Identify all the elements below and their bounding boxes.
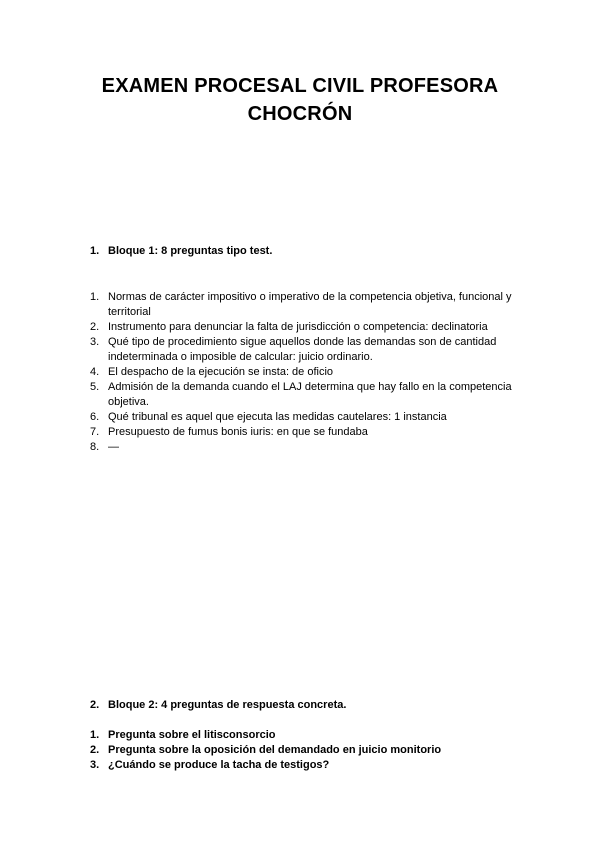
question-text: Instrumento para denunciar la falta de jurisdicción o competencia: declinatoria <box>108 321 488 333</box>
block2-heading <box>90 699 346 711</box>
block2-question-list <box>90 728 530 773</box>
question-text: — <box>108 441 119 453</box>
block2-number: 2. <box>90 699 100 711</box>
question-text: El despacho de la ejecución se insta: de oficio <box>108 366 334 378</box>
block2-question-item <box>90 728 530 743</box>
question-number: 8. <box>90 441 100 453</box>
question-text: Qué tribunal es aquel que ejecuta las medidas cautelares: 1 instancia <box>108 411 447 423</box>
question-number: 5. <box>90 381 100 393</box>
block1-question-item <box>90 335 530 365</box>
block1-question-item <box>90 440 530 455</box>
question-text: Normas de carácter impositivo o imperativo de la competencia objetiva, funcional y territorial <box>108 291 512 318</box>
question-text: ¿Cuándo se produce la tacha de testigos? <box>108 759 330 771</box>
question-number: 7. <box>90 426 100 438</box>
question-number: 3. <box>90 336 100 348</box>
question-number: 6. <box>90 411 100 423</box>
block2-heading-text: Bloque 2: 4 preguntas de respuesta concreta. <box>108 699 347 711</box>
block1-heading-text: Bloque 1: 8 preguntas tipo test. <box>108 245 273 257</box>
block1-number: 1. <box>90 245 100 257</box>
title-line-2: CHOCRÓN <box>247 103 353 125</box>
block2-question-item <box>90 758 530 773</box>
block1-question-item <box>90 425 530 440</box>
question-number: 3. <box>90 759 100 771</box>
question-number: 4. <box>90 366 100 378</box>
question-text: Presupuesto de fumus bonis iuris: en que se fundaba <box>108 426 368 438</box>
question-number: 1. <box>90 729 100 741</box>
question-number: 2. <box>90 744 100 756</box>
question-text: Pregunta sobre la oposición del demandado en juicio monitorio <box>108 744 442 756</box>
block2-question-item <box>90 743 530 758</box>
block1-question-item <box>90 290 530 320</box>
title-line-1: EXAMEN PROCESAL CIVIL PROFESORA <box>101 75 499 97</box>
document-title <box>0 72 600 128</box>
block1-question-list <box>90 290 530 455</box>
block1-question-item <box>90 320 530 335</box>
question-text: Admisión de la demanda cuando el LAJ determina que hay fallo en la competencia objetiva. <box>108 381 512 408</box>
question-text: Qué tipo de procedimiento sigue aquellos donde las demandas son de cantidad indeterminada o imposible de calcular: juicio ordinario. <box>108 336 497 363</box>
block1-question-item <box>90 380 530 410</box>
question-text: Pregunta sobre el litisconsorcio <box>108 729 276 741</box>
question-number: 1. <box>90 291 100 303</box>
question-number: 2. <box>90 321 100 333</box>
block1-heading <box>90 245 272 257</box>
block1-question-item <box>90 410 530 425</box>
block1-question-item <box>90 365 530 380</box>
